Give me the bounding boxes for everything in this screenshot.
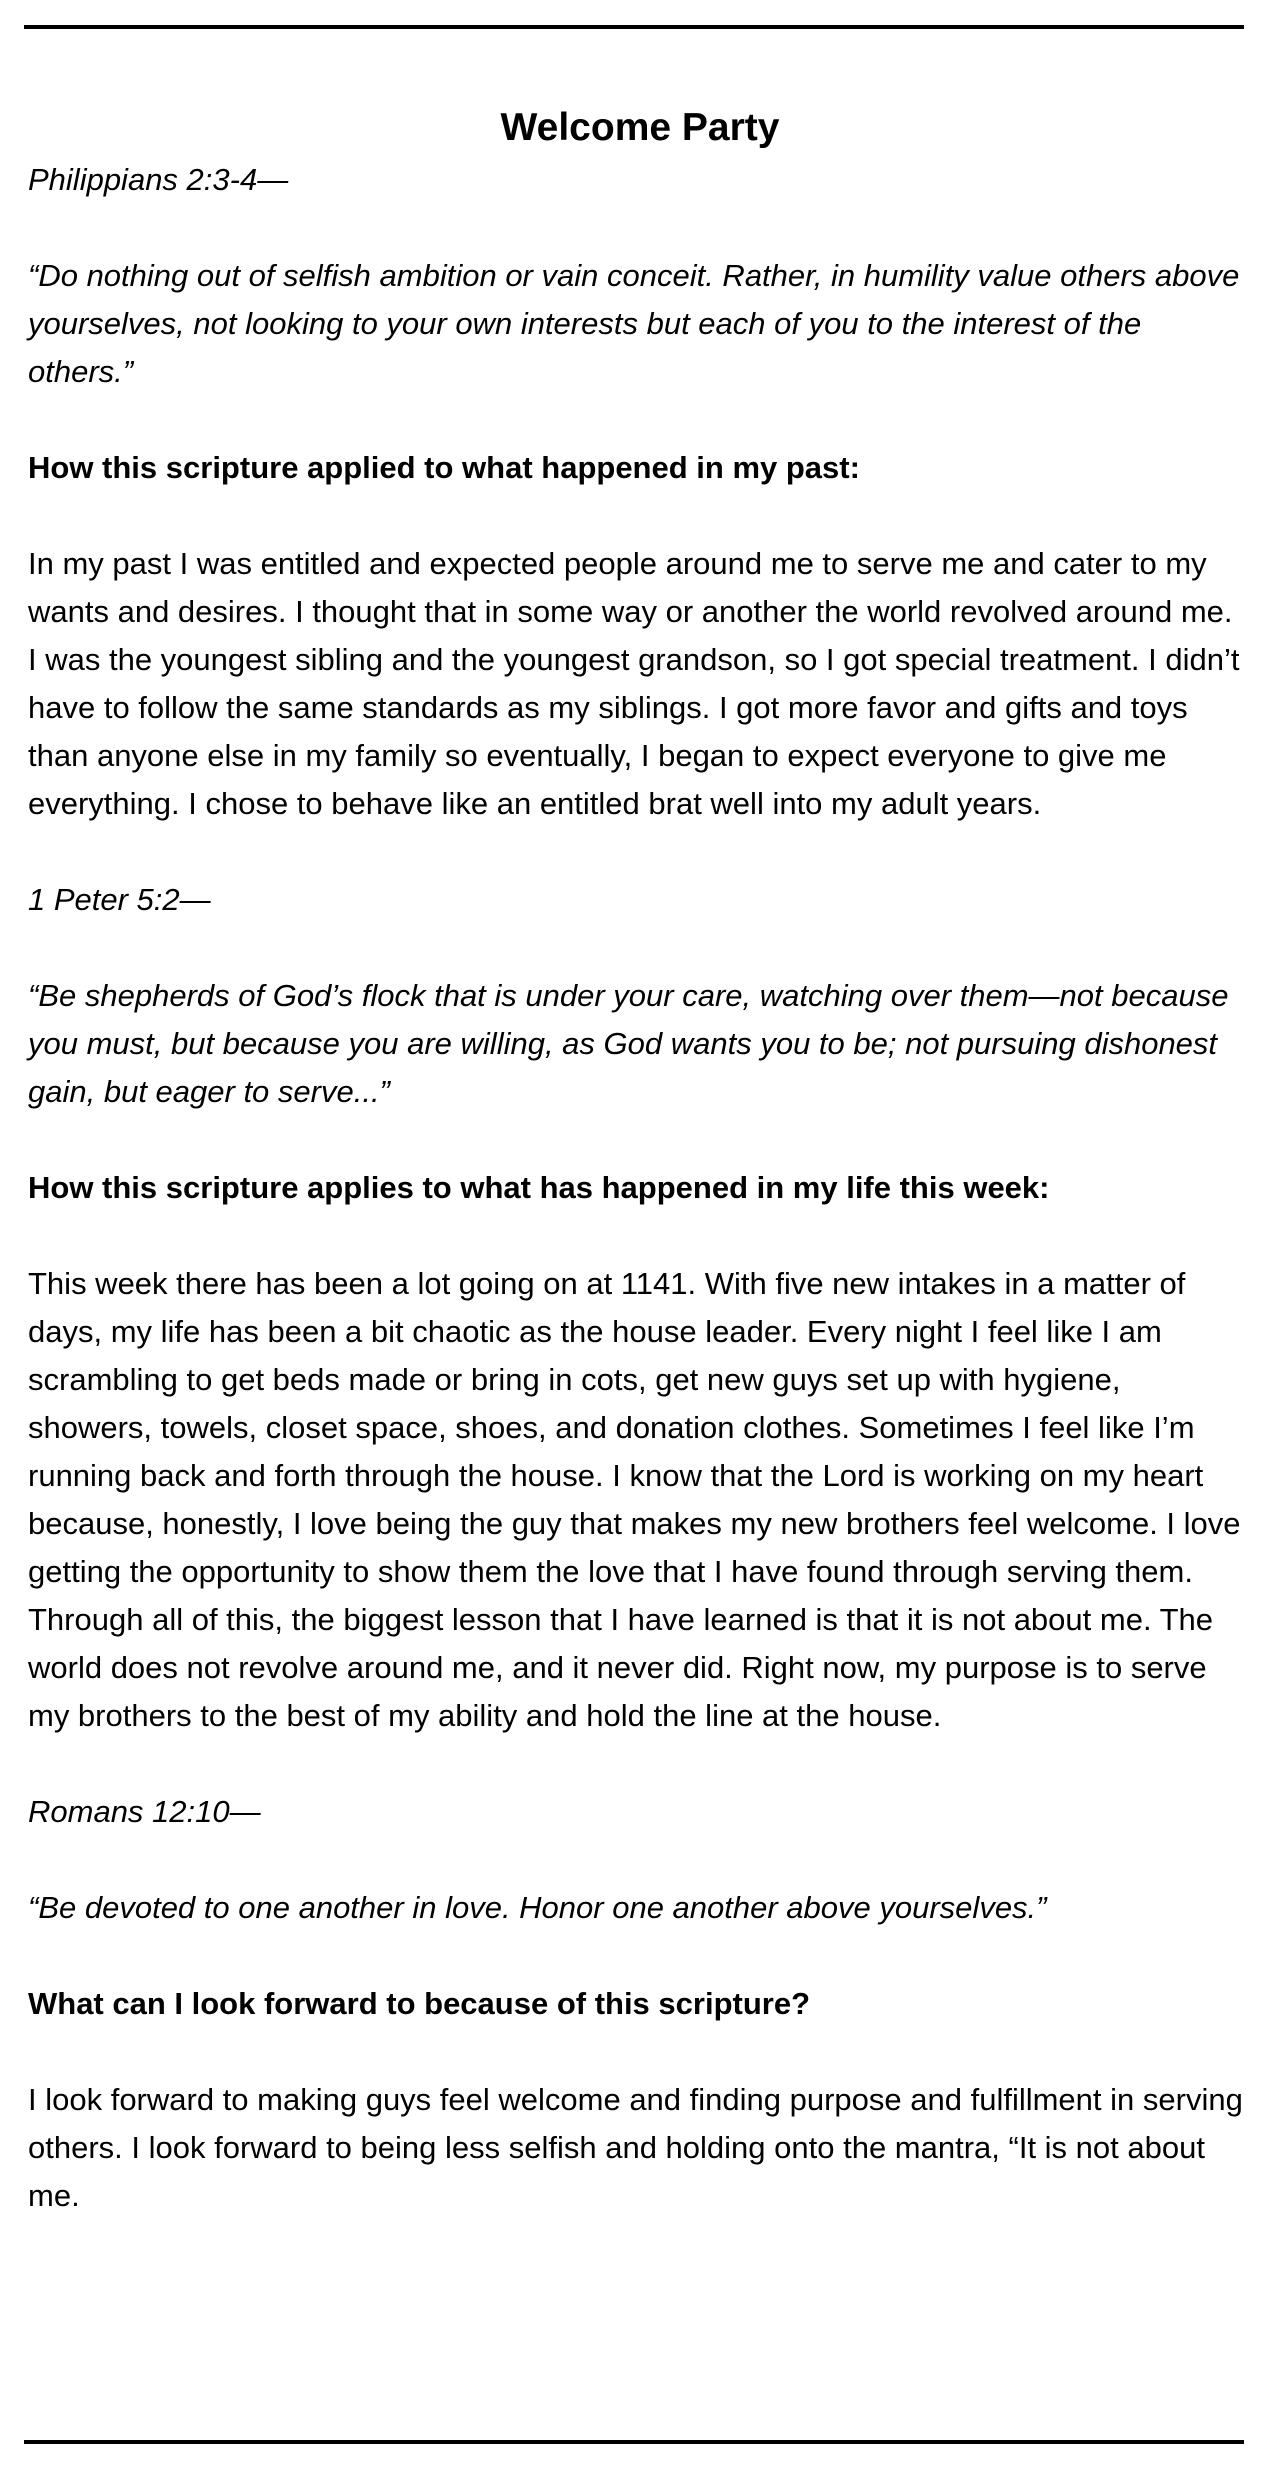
scripture-reference: Romans 12:10— xyxy=(28,1794,261,1829)
document-body xyxy=(28,100,1244,2220)
section-body: I look forward to making guys feel welcome and finding purpose and fulfillment in serving others. I look forward to being less selfish and holding onto the mantra, “It is not about me. xyxy=(28,2082,1243,2213)
section-body: This week there has been a lot going on at 1141. With five new intakes in a matter of days, my life has been a bit chaotic as the house leader. Every night I feel like I am scrambling to get beds made or bring in cots, get new guys set up with hygiene, showers, towels, closet space, shoes, and donation clothes. Sometimes I feel like I’m running back and forth through the house. I know that the Lord is working on my heart because, honestly, I love being the guy that makes my new brothers feel welcome. I love getting the opportunity to show them the love that I have found through serving them. Through all of this, the biggest lesson that I have learned is that it is not about me. The world does not revolve around me, and it never did. Right now, my purpose is to serve my brothers to the best of my ability and hold the line at the house. xyxy=(28,1266,1241,1733)
scripture-reference: Philippians 2:3-4— xyxy=(28,162,289,197)
section-heading: How this scripture applied to what happened in my past: xyxy=(28,450,860,485)
scripture-reference: 1 Peter 5:2— xyxy=(28,882,211,917)
document-title: Welcome Party xyxy=(500,106,780,149)
scripture-quote: “Do nothing out of selfish ambition or vain conceit. Rather, in humility value others above yourselves, not looking to your own interests but each of you to the interest of the others.” xyxy=(28,258,1240,389)
bottom-divider xyxy=(24,2440,1244,2444)
section-heading: How this scripture applies to what has happened in my life this week: xyxy=(28,1170,1050,1205)
section-heading: What can I look forward to because of this scripture? xyxy=(28,1986,811,2021)
scripture-quote: “Be devoted to one another in love. Honor one another above yourselves.” xyxy=(28,1890,1047,1925)
section-body: In my past I was entitled and expected people around me to serve me and cater to my wants and desires. I thought that in some way or another the world revolved around me. I was the youngest sibling and the youngest grandson, so I got special treatment. I didn’t have to follow the same standards as my siblings. I got more favor and gifts and toys than anyone else in my family so eventually, I began to expect everyone to give me everything. I chose to behave like an entitled brat well into my adult years. xyxy=(28,546,1240,821)
scripture-quote: “Be shepherds of God’s flock that is under your care, watching over them—not because you must, but because you are willing, as God wants you to be; not pursuing dishonest gain, but eager to serve...” xyxy=(28,978,1229,1109)
top-divider xyxy=(24,25,1244,29)
